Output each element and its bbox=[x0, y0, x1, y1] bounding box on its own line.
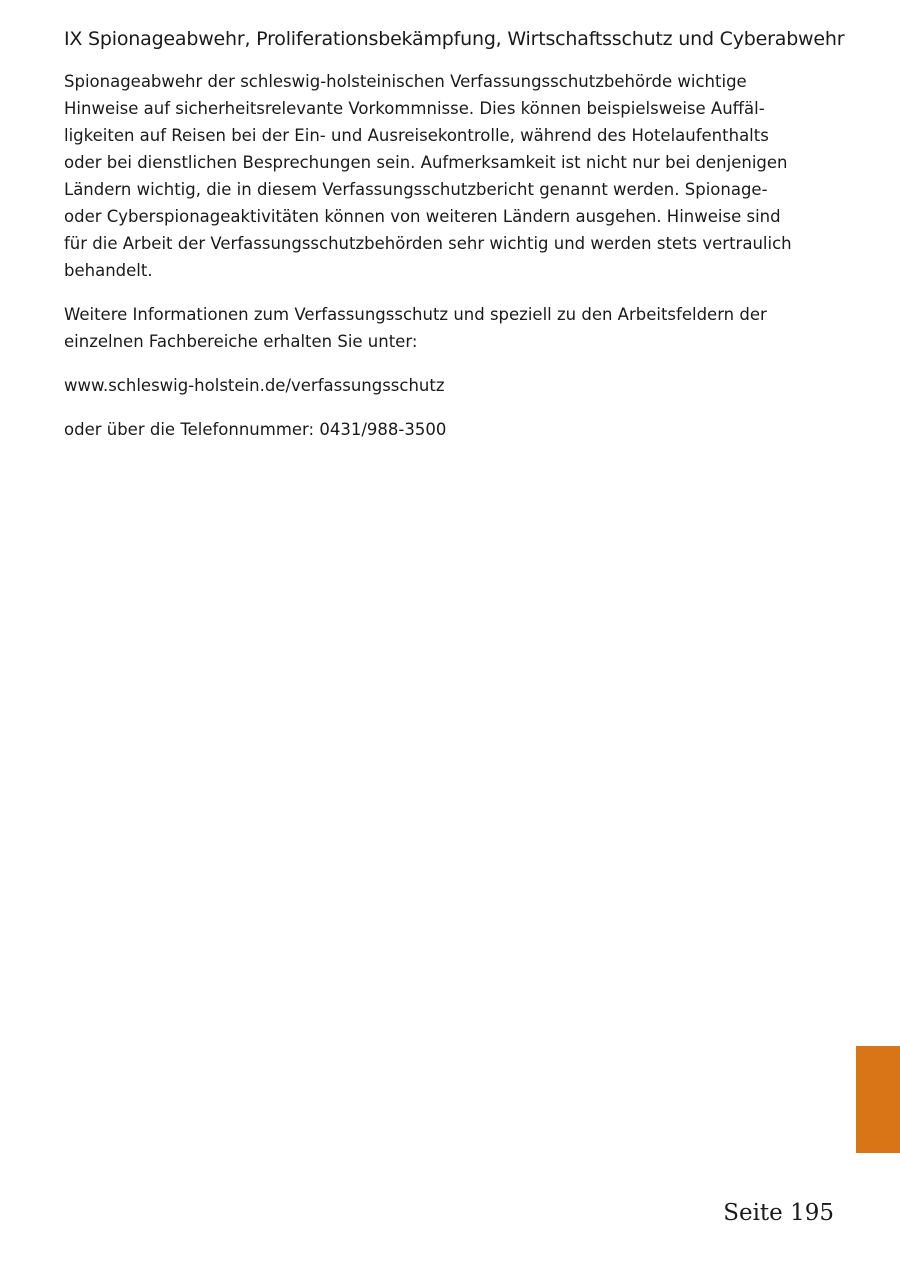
chapter-side-tab bbox=[856, 1046, 900, 1153]
page-number: Seite 195 bbox=[723, 1200, 834, 1226]
paragraph-further-info bbox=[64, 301, 804, 355]
website-link[interactable]: www.schleswig-holstein.de/verfassungsschutz bbox=[64, 376, 445, 395]
text-line: Spionageabwehr der schleswig-holsteinischen Verfassungsschutzbehörde wichtige bbox=[64, 72, 747, 91]
text-line: behandelt. bbox=[64, 261, 153, 280]
paragraph-counterintelligence-info bbox=[64, 68, 804, 284]
text-line: oder bei dienstlichen Besprechungen sein. Aufmerksamkeit ist nicht nur bei denjenigen bbox=[64, 153, 788, 172]
text-line: Ländern wichtig, die in diesem Verfassungsschutzbericht genannt werden. Spionage- bbox=[64, 180, 768, 199]
text-line: oder Cyberspionageaktivitäten können von weiteren Ländern ausgehen. Hinweise sind bbox=[64, 207, 781, 226]
chapter-title: IX Spionageabwehr, Proliferationsbekämpfung, Wirtschaftsschutz und Cyberabwehr bbox=[64, 28, 845, 50]
text-line: für die Arbeit der Verfassungsschutzbehörden sehr wichtig und werden stets vertraulich bbox=[64, 234, 792, 253]
text-line: einzelnen Fachbereiche erhalten Sie unter: bbox=[64, 332, 418, 351]
text-line: ligkeiten auf Reisen bei der Ein- und Ausreisekontrolle, während des Hotelaufenthalts bbox=[64, 126, 769, 145]
body-text bbox=[64, 68, 804, 460]
text-line: Hinweise auf sicherheitsrelevante Vorkommnisse. Dies können beispielsweise Auffäl- bbox=[64, 99, 765, 118]
phone-contact: oder über die Telefonnummer: 0431/988-3500 bbox=[64, 420, 447, 439]
text-line: Weitere Informationen zum Verfassungsschutz und speziell zu den Arbeitsfeldern der bbox=[64, 305, 767, 324]
